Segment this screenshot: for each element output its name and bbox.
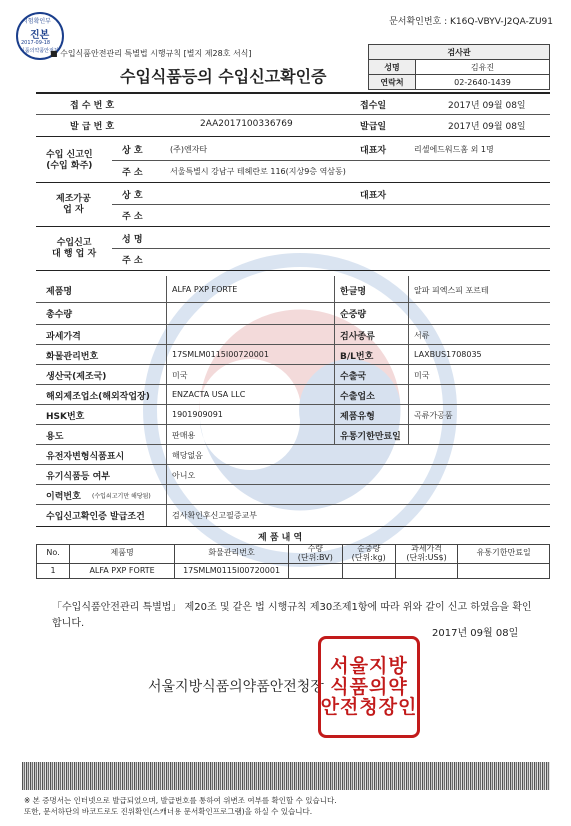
issue-no: 2AA2017100336769 <box>200 119 293 129</box>
receipt-no-label: 접 수 번 호 <box>70 101 115 111</box>
shelf-life-label: 유통기한만료일 <box>340 432 401 442</box>
detail-header-5: 과세가격 (단위:US$) <box>395 545 457 564</box>
hsk-label: HSK번호 <box>46 412 85 422</box>
stamp-mid: 진본 <box>30 30 50 41</box>
issue-no-label: 발 급 번 호 <box>70 122 115 132</box>
footer-line-1: ※ 본 증명서는 인터넷으로 발급되었으며, 발급번호를 통하여 위변조 여부를 확인할 수 있습니다. <box>24 796 337 805</box>
authority: 서울지방식품의약품안전청장 <box>148 679 324 695</box>
detail-header-2: 화물관리번호 <box>175 545 289 564</box>
export-country: 미국 <box>414 371 430 380</box>
cargo-no-label: 화물관리번호 <box>46 352 99 362</box>
detail-table <box>36 544 550 579</box>
organic: 아니오 <box>172 471 196 480</box>
agent-address-label: 주 소 <box>122 256 143 266</box>
importer-address: 서울특별시 강남구 테헤란로 116(지상9층 역삼동) <box>170 167 346 176</box>
detail-header-6: 유통기한만료일 <box>458 545 550 564</box>
export-country-label: 수출국 <box>340 372 367 382</box>
product-name-label: 제품명 <box>46 287 73 297</box>
footer <box>24 796 337 817</box>
hsk-no: 1901909091 <box>172 410 223 419</box>
importer-rep-label: 대표자 <box>360 146 387 156</box>
detail-header-4: 순중량 (단위:kg) <box>342 545 395 564</box>
product-name: ALFA PXP FORTE <box>172 285 238 294</box>
receipt-date-label: 접수일 <box>360 101 387 111</box>
product-type-label: 제품유형 <box>340 412 375 422</box>
importer-rep-name: 리셀에드워드홈 외 1명 <box>414 145 494 154</box>
origin-label: 생산국(제조국) <box>46 372 107 382</box>
inspector-name-label: 성명 <box>369 60 416 75</box>
inspection-type: 서류 <box>414 331 430 340</box>
inspector-contact: 02-2640-1439 <box>416 75 550 90</box>
detail-cell-0: 1 <box>37 563 70 578</box>
net-weight-label: 순중량 <box>340 310 367 320</box>
agent-name-label: 성 명 <box>122 235 143 245</box>
use: 판매용 <box>172 431 196 440</box>
inspector-box <box>368 44 550 90</box>
detail-cell-1: ALFA PXP FORTE <box>70 563 175 578</box>
gmo-label: 유전자변형식품표시 <box>46 452 125 462</box>
detail-header-3: 수량 (단위:BV) <box>289 545 343 564</box>
inspector-contact-label: 연락처 <box>369 75 416 90</box>
cond: 검사확인후신고필증교부 <box>172 511 258 520</box>
bl-no: LAXBUS1708035 <box>414 350 482 359</box>
importer-trade-label: 상 호 <box>122 146 143 156</box>
organic-label: 유기식품등 여부 <box>46 472 110 482</box>
stamp-top: 시험확인부 <box>22 18 51 25</box>
overseas-maker: ENZACTA USA LLC <box>172 390 246 399</box>
statement-date: 2017년 09월 08일 <box>432 628 519 639</box>
detail-cell-3 <box>289 563 343 578</box>
bl-no-label: B/L번호 <box>340 352 374 362</box>
agent-label: 수입신고 대 행 업 자 <box>52 238 97 259</box>
legal-reference: ■ 수입식품안전관리 특별법 시행규칙 [별지 제28호 서식] <box>50 49 252 58</box>
price-label: 과세가격 <box>46 332 81 342</box>
official-seal <box>318 636 420 738</box>
manufacturer-label: 제조가공 업 자 <box>56 194 91 215</box>
total-qty-label: 총수량 <box>46 310 73 320</box>
detail-header-1: 제품명 <box>70 545 175 564</box>
product-kr-label: 한글명 <box>340 287 367 297</box>
manufacturer-trade-label: 상 호 <box>122 191 143 201</box>
doc-number: 문서확인번호 : K16Q-VBYV-J2QA-ZU91 <box>389 17 553 27</box>
issue-date-label: 발급일 <box>360 122 387 132</box>
issue-date: 2017년 09월 08일 <box>448 122 526 132</box>
overseas-label: 해외제조업소(해외작업장) <box>46 392 150 402</box>
trace-sub: (수입쇠고기만 해당됨) <box>92 493 151 500</box>
product-kr-name: 알파 피엑스피 포르테 <box>414 286 489 295</box>
cond-label: 수입신고확인증 발급조건 <box>46 512 145 522</box>
importer-address-label: 주 소 <box>122 168 143 178</box>
inspection-type-label: 검사종류 <box>340 332 375 342</box>
importer-label: 수입 신고인 (수입 화주) <box>46 150 93 171</box>
use-label: 용도 <box>46 432 64 442</box>
stamp-date: 2017-09-18 <box>21 40 51 46</box>
exporter-label: 수출업소 <box>340 392 375 402</box>
manufacturer-address-label: 주 소 <box>122 212 143 222</box>
trace-label: 이력번호 <box>46 492 81 502</box>
stamp-bottom: 식품의약품안전처 <box>20 48 59 54</box>
detail-cell-2: 17SMLM0115I00720001 <box>175 563 289 578</box>
detail-cell-4 <box>342 563 395 578</box>
gmo: 해당없음 <box>172 451 203 460</box>
inspector-header: 검사관 <box>369 45 550 60</box>
detail-cell-6 <box>458 563 550 578</box>
detail-title: 제 품 내 역 <box>258 533 303 543</box>
statement: 「수입식품안전관리 특별법」 제20조 및 같은 법 시행규칙 제30조제1항에 따라 위와 같이 신고 하였음을 확인합니다. <box>52 602 532 629</box>
barcode <box>22 762 550 790</box>
seal-text: 서울지방 식품의약 안전청장인 <box>320 654 418 719</box>
inspector-name: 김유진 <box>416 60 550 75</box>
manufacturer-rep-label: 대표자 <box>360 191 387 201</box>
receipt-date: 2017년 09월 08일 <box>448 101 526 111</box>
detail-header-0: No. <box>37 545 70 564</box>
importer-trade-name: (주)엔자타 <box>170 145 208 154</box>
detail-cell-5 <box>395 563 457 578</box>
origin: 미국 <box>172 371 188 380</box>
page-title: 수입식품등의 수입신고확인증 <box>120 67 327 86</box>
footer-line-2: 또한, 문서하단의 바코드로도 진위확인(스캐너용 문서확인프로그램)을 하실 수 있습니다. <box>24 806 313 816</box>
product-type: 곡류가공품 <box>414 411 453 420</box>
cargo-no: 17SMLM0115I00720001 <box>172 350 269 359</box>
